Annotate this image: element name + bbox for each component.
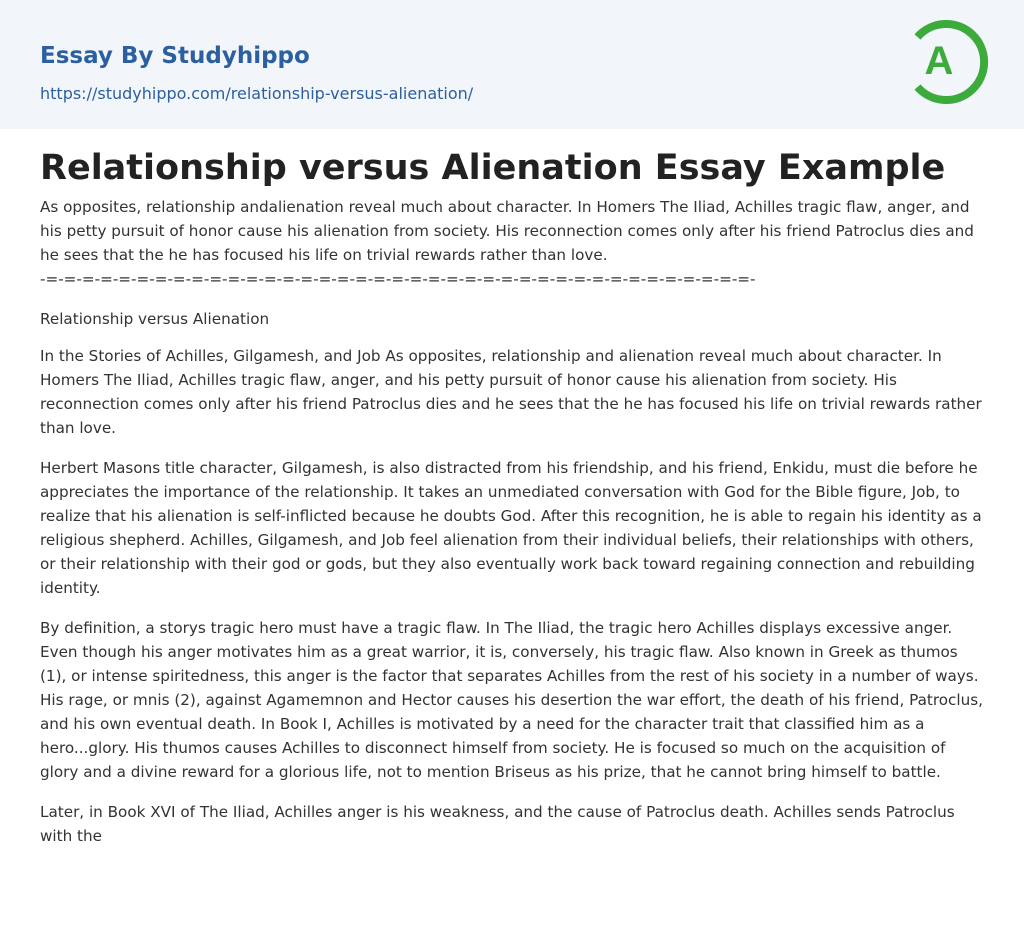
essay-content [40,145,986,848]
essay-subheading: Relationship versus Alienation [40,310,270,328]
text-divider: -=-=-=-=-=-=-=-=-=-=-=-=-=-=-=-=-=-=-=-=-=-=-=-=-=-=-=-=-=-=-=-=-=-=-=-=-=-=-=- [40,270,756,288]
studyhippo-logo-icon[interactable] [909,16,989,108]
essay-paragraph: In the Stories of Achilles, Gilgamesh, and Job As opposites, relationship and alienation reveal much about character. In Homers The Iliad, Achilles tragic flaw, anger, and his petty pursuit of honor cause his alienation from society. His reconnection comes only after his friend Patroclus dies and he sees that the he has focused his life on trivial rewards rather than love. [40,347,982,437]
essay-paragraph: Herbert Masons title character, Gilgamesh, is also distracted from his friendship, and his friend, Enkidu, must die before he appreciates the importance of the relationship. It takes an unmediated conversation with God for the Bible figure, Job, to realize that his alienation is self-inflicted because he doubts God. After this recognition, he is able to regain his identity as a religious shepherd. Achilles, Gilgamesh, and Job feel alienation from their individual beliefs, their relationships with others, or their relationship with their god or gods, but they also eventually work back toward regaining connection and rebuilding identity. [40,459,982,597]
essay-intro: As opposites, relationship andalienation reveal much about character. In Homers The Iliad, Achilles tragic flaw, anger, and his petty pursuit of honor cause his alienation from society. His reconnection comes only after his friend Patroclus dies and he sees that the he has focused his life on trivial rewards rather than love. [40,198,974,264]
page-title: Relationship versus Alienation Essay Example [40,148,946,188]
site-header [0,0,1024,129]
logo-letter: A [924,39,954,83]
site-brand[interactable]: Essay By Studyhippo [40,43,310,69]
page-url-link[interactable]: https://studyhippo.com/relationship-versus-alienation/ [40,84,474,103]
essay-paragraph: By definition, a storys tragic hero must have a tragic flaw. In The Iliad, the tragic hero Achilles displays excessive anger. Even though his anger motivates him as a great warrior, it is, conversely, his tragic flaw. Also known in Greek as thumos (1), or intense spiritedness, this anger is the factor that separates Achilles from the rest of his society in a number of ways. His rage, or mnis (2), against Agamemnon and Hector causes his desertion the war effort, the death of his friend, Patroclus, and his own eventual death. In Book I, Achilles is motivated by a need for the character trait that classified him as a hero...glory. His thumos causes Achilles to disconnect himself from society. He is focused so much on the acquisition of glory and a divine reward for a glorious life, not to mention Briseus as his prize, that he cannot bring himself to battle. [40,619,983,781]
essay-paragraph: Later, in Book XVI of The Iliad, Achilles anger is his weakness, and the cause of Patroclus death. Achilles sends Patroclus with the [40,803,955,845]
